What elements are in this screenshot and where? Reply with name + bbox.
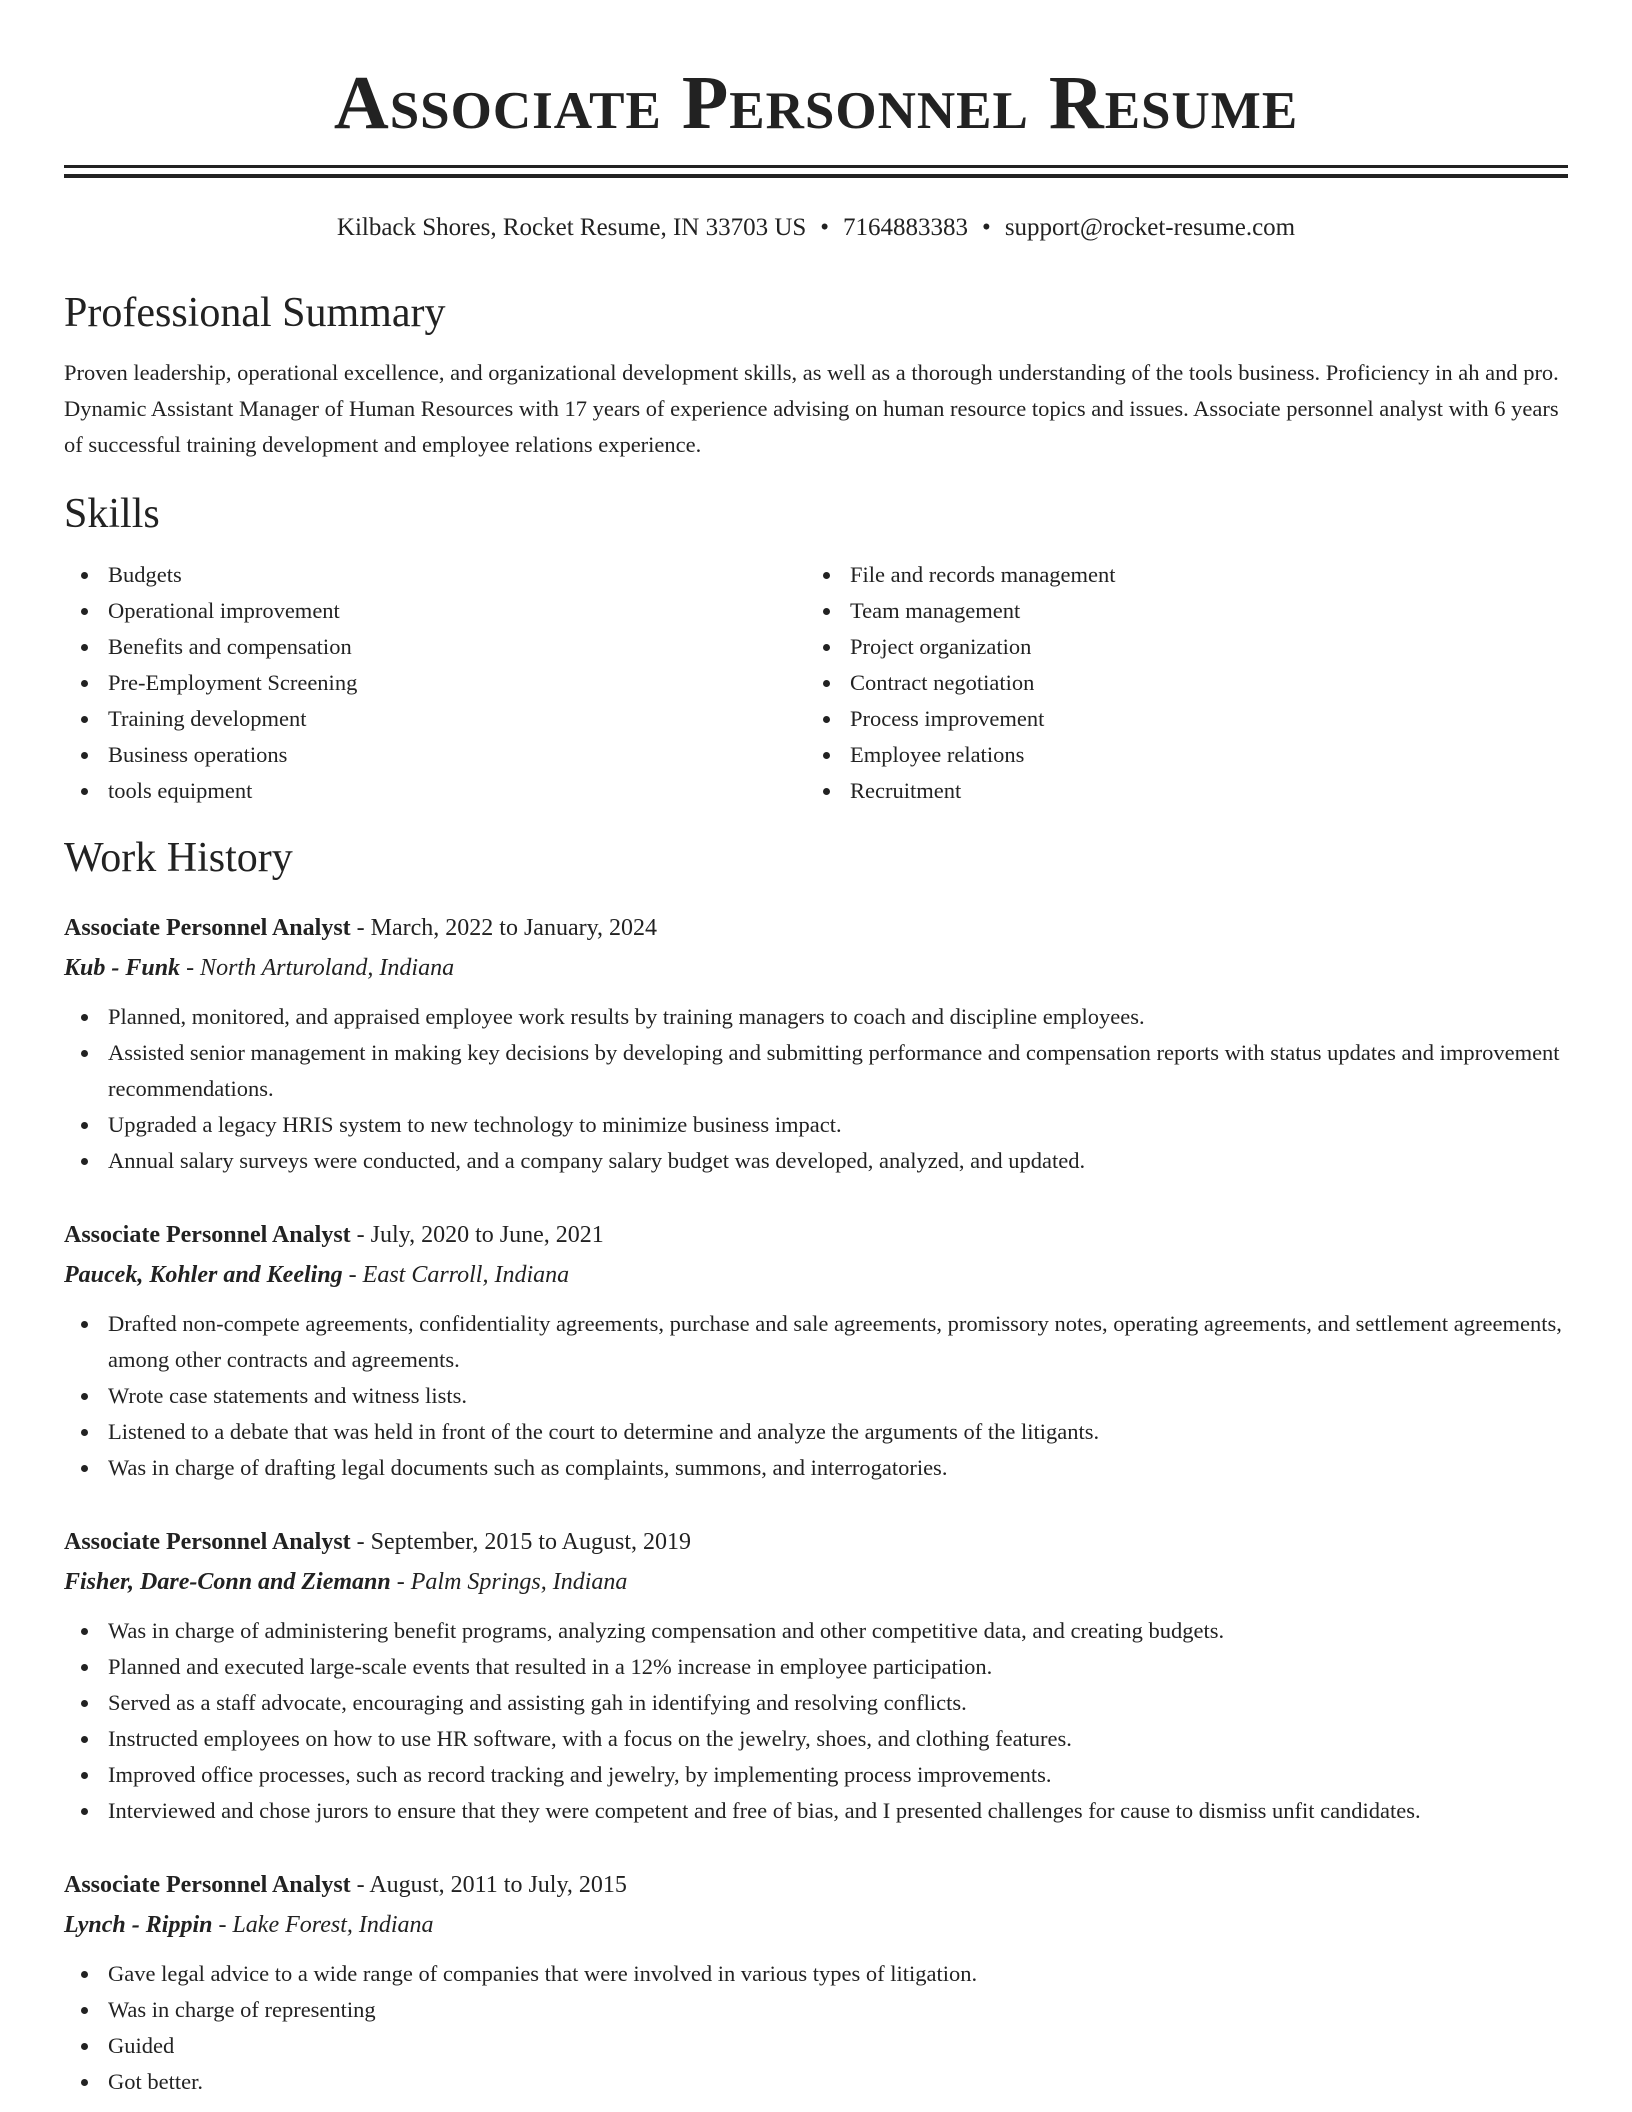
resume-page	[64, 0, 1568, 2100]
job-dates: - March, 2022 to January, 2024	[350, 915, 658, 941]
duty-item: Upgraded a legacy HRIS system to new technology to minimize business impact.	[64, 1107, 1568, 1143]
job-role: Associate Personnel Analyst	[64, 1529, 351, 1555]
job-location: - Lake Forest, Indiana	[212, 1912, 434, 1938]
job-entry	[64, 1522, 1568, 1829]
job-entry	[64, 1865, 1568, 2100]
job-role: Associate Personnel Analyst	[64, 1222, 351, 1248]
job-duties	[64, 1956, 1568, 2100]
duty-item: Drafted non-compete agreements, confidentiality agreements, purchase and sale agreements, promissory notes, operating agreements, and settlement agreements, among other contracts and agreements.	[64, 1306, 1568, 1378]
skill-item: Budgets	[64, 557, 806, 593]
skill-item: Employee relations	[806, 737, 1548, 773]
job-title-line	[64, 908, 1568, 948]
duty-item: Gave legal advice to a wide range of companies that were involved in various types of litigation.	[64, 1956, 1568, 1992]
job-company-line	[64, 1562, 1568, 1602]
skill-item: Process improvement	[806, 701, 1548, 737]
duty-item: Assisted senior management in making key decisions by developing and submitting performance and compensation reports with status updates and improvement recommendations.	[64, 1035, 1568, 1107]
job-company-line	[64, 948, 1568, 988]
contact-email: support@rocket-resume.com	[1004, 214, 1296, 241]
job-title-line	[64, 1522, 1568, 1562]
job-company: Lynch - Rippin	[64, 1912, 213, 1938]
job-company-line	[64, 1255, 1568, 1295]
duty-item: Planned and executed large-scale events that resulted in a 12% increase in employee participation.	[64, 1649, 1568, 1685]
job-dates: - August, 2011 to July, 2015	[350, 1872, 627, 1898]
job-title-line	[64, 1865, 1568, 1905]
title-rule-bottom	[64, 174, 1568, 178]
contact-address: Kilback Shores, Rocket Resume, IN 33703 US	[336, 214, 807, 241]
job-entry	[64, 1215, 1568, 1486]
duty-item: Listened to a debate that was held in front of the court to determine and analyze the arguments of the litigants.	[64, 1414, 1568, 1450]
job-company: Paucek, Kohler and Keeling	[64, 1262, 343, 1288]
work-history-heading: Work History	[64, 835, 293, 881]
duty-item: Was in charge of drafting legal documents such as complaints, summons, and interrogatories.	[64, 1450, 1568, 1486]
skill-item: Training development	[64, 701, 806, 737]
duty-item: Got better.	[64, 2064, 1568, 2100]
duty-item: Served as a staff advocate, encouraging and assisting gah in identifying and resolving conflicts.	[64, 1685, 1568, 1721]
duty-item: Was in charge of administering benefit programs, analyzing compensation and other competitive data, and creating budgets.	[64, 1613, 1568, 1649]
skills-heading: Skills	[64, 491, 160, 537]
job-location: - East Carroll, Indiana	[342, 1262, 570, 1288]
job-company-line	[64, 1905, 1568, 1945]
job-company: Fisher, Dare-Conn and Ziemann	[64, 1569, 391, 1595]
job-duties	[64, 1306, 1568, 1486]
skill-item: File and records management	[806, 557, 1548, 593]
skill-item: Operational improvement	[64, 593, 806, 629]
contact-separator: •	[982, 214, 991, 241]
skill-item: Contract negotiation	[806, 665, 1548, 701]
resume-title: Associate Personnel Resume	[333, 61, 1299, 145]
contact-phone: 7164883383	[843, 214, 969, 241]
skill-item: tools equipment	[64, 773, 806, 809]
skills-columns	[64, 557, 1568, 809]
skill-item: Business operations	[64, 737, 806, 773]
job-dates: - September, 2015 to August, 2019	[350, 1529, 692, 1555]
skill-item: Recruitment	[806, 773, 1548, 809]
summary-text: Proven leadership, operational excellence, and organizational development skills, as well as a thorough understanding of the tools business. Proficiency in ah and pro. Dynamic Assistant Manager of Human Resources with 17 years of experience advising on human resource topics and issues. Associate personnel analyst with 6 years of successful training development and employee relations experience.	[64, 360, 1559, 457]
job-dates: - July, 2020 to June, 2021	[350, 1222, 604, 1248]
job-company: Kub - Funk	[64, 955, 181, 981]
title-rule-top	[64, 165, 1568, 168]
skill-item: Pre-Employment Screening	[64, 665, 806, 701]
skills-left-column	[64, 557, 806, 809]
skill-item: Team management	[806, 593, 1548, 629]
duty-item: Guided	[64, 2028, 1568, 2064]
job-title-line	[64, 1215, 1568, 1255]
job-duties	[64, 999, 1568, 1179]
job-role: Associate Personnel Analyst	[64, 915, 351, 941]
job-location: - Palm Springs, Indiana	[390, 1569, 628, 1595]
duty-item: Annual salary surveys were conducted, and a company salary budget was developed, analyzed, and updated.	[64, 1143, 1568, 1179]
job-location: - North Arturoland, Indiana	[180, 955, 455, 981]
duty-item: Instructed employees on how to use HR software, with a focus on the jewelry, shoes, and clothing features.	[64, 1721, 1568, 1757]
duty-item: Planned, monitored, and appraised employee work results by training managers to coach and discipline employees.	[64, 999, 1568, 1035]
skill-item: Project organization	[806, 629, 1548, 665]
job-duties	[64, 1613, 1568, 1829]
job-entry	[64, 908, 1568, 1179]
duty-item: Improved office processes, such as record tracking and jewelry, by implementing process improvements.	[64, 1757, 1568, 1793]
summary-heading: Professional Summary	[64, 290, 446, 336]
duty-item: Interviewed and chose jurors to ensure that they were competent and free of bias, and I presented challenges for cause to dismiss unfit candidates.	[64, 1793, 1568, 1829]
skills-right-column	[806, 557, 1548, 809]
job-role: Associate Personnel Analyst	[64, 1872, 351, 1898]
skill-item: Benefits and compensation	[64, 629, 806, 665]
contact-line	[64, 212, 1568, 244]
duty-item: Wrote case statements and witness lists.	[64, 1378, 1568, 1414]
duty-item: Was in charge of representing	[64, 1992, 1568, 2028]
contact-separator: •	[820, 214, 830, 241]
